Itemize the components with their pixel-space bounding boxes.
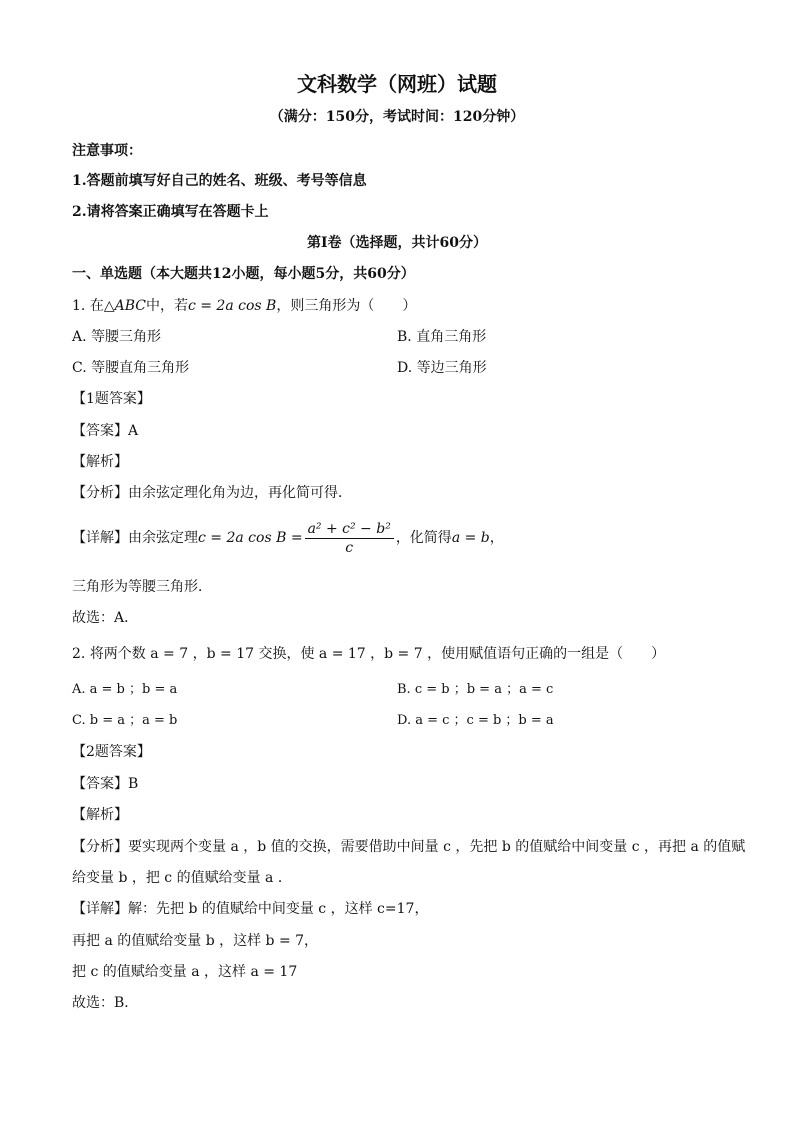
q1-number: 1. [72, 298, 86, 314]
note-item-2: 2.请将答案正确填写在答题卡上 [72, 204, 269, 220]
q1-option-a: A. 等腰三角形 [72, 329, 162, 345]
q2-analysis-2: 给变量 b ，把 c 的值赋给变量 a ． [72, 870, 292, 886]
q1-option-b: B. 直角三角形 [397, 329, 487, 345]
q2-option-a: A. a = b ；b = a [72, 682, 178, 697]
q2-option-d: D. a = c ；c = b ；b = a [397, 713, 554, 728]
q1-condition: c = 2a cos B [187, 298, 277, 314]
q1-analysis: 【分析】由余弦定理化角为边，再化简可得． [72, 485, 352, 501]
q2-number: 2. [72, 646, 86, 662]
volume-heading: 第I卷（选择题，共计60分） [306, 235, 488, 251]
q2-analysis-tag: 【解析】 [72, 807, 128, 823]
q1-detail [72, 518, 504, 558]
q1-stem-post: ，则三角形为（ ） [276, 298, 417, 314]
q1-fraction [305, 520, 394, 557]
note-item-1: 1.答题前填写好自己的姓名、班级、考号等信息 [72, 173, 367, 189]
q1-detail-eq: c = 2a cos B = [198, 530, 303, 546]
q2-answer-tag: 【2题答案】 [72, 744, 151, 760]
q2-option-b: B. c = b ；b = a ；a = c [397, 682, 554, 697]
q1-stem-mid: 中，若 [145, 298, 188, 314]
q1-choose: 故选：A． [72, 610, 139, 626]
q2-stem-text: 将两个数 a = 7 ，b = 17 交换，使 a = 17 ，b = 7 ，使用赋值语句正确的一组是（ ） [89, 646, 666, 662]
page-title: 文科数学（网班）试题 [297, 72, 497, 96]
q1-answer-tag: 【1题答案】 [72, 391, 151, 407]
q2-answer: 【答案】B [72, 776, 139, 792]
q1-detail-result: a = b [451, 530, 490, 546]
q2-detail-2: 再把 a 的值赋给变量 b ，这样 b = 7， [72, 933, 319, 949]
q1-option-c: C. 等腰直角三角形 [72, 360, 190, 376]
q1-stem-pre: 在 [89, 298, 104, 314]
q1-analysis-tag: 【解析】 [72, 454, 128, 470]
q2-detail-1: 【详解】解：先把 b 的值赋给中间变量 c ，这样 c=17， [72, 901, 429, 917]
q1-stem [72, 297, 416, 315]
q1-fraction-numerator: a² + c² − b² [305, 520, 394, 539]
page-subtitle: （满分：150分，考试时间：120分钟） [269, 109, 525, 125]
part-heading: 一、单选题（本大题共12小题，每小题5分，共60分） [72, 266, 415, 282]
q1-option-d: D. 等边三角形 [397, 360, 487, 376]
q1-triangle: △ABC [103, 298, 146, 314]
notes-heading: 注意事项： [72, 143, 142, 159]
q2-analysis-1: 【分析】要实现两个变量 a ，b 值的交换，需要借助中间量 c ，先把 b 的值赋给中间变量 c ，再把 a 的值赋 [72, 839, 746, 855]
q1-answer: 【答案】A [72, 423, 139, 439]
q2-choose: 故选：B． [72, 995, 139, 1011]
q2-stem [72, 645, 665, 663]
q1-detail-mid: ，化简得 [395, 530, 452, 546]
q2-option-c: C. b = a ；a = b [72, 713, 178, 728]
q1-detail-line2: 三角形为等腰三角形． [72, 579, 212, 595]
q1-fraction-denominator: c [345, 539, 354, 556]
q1-detail-pre: 【详解】由余弦定理 [72, 530, 198, 546]
q2-detail-3: 把 c 的值赋给变量 a ，这样 a = 17 [72, 964, 298, 980]
q1-detail-end: ， [489, 530, 504, 546]
